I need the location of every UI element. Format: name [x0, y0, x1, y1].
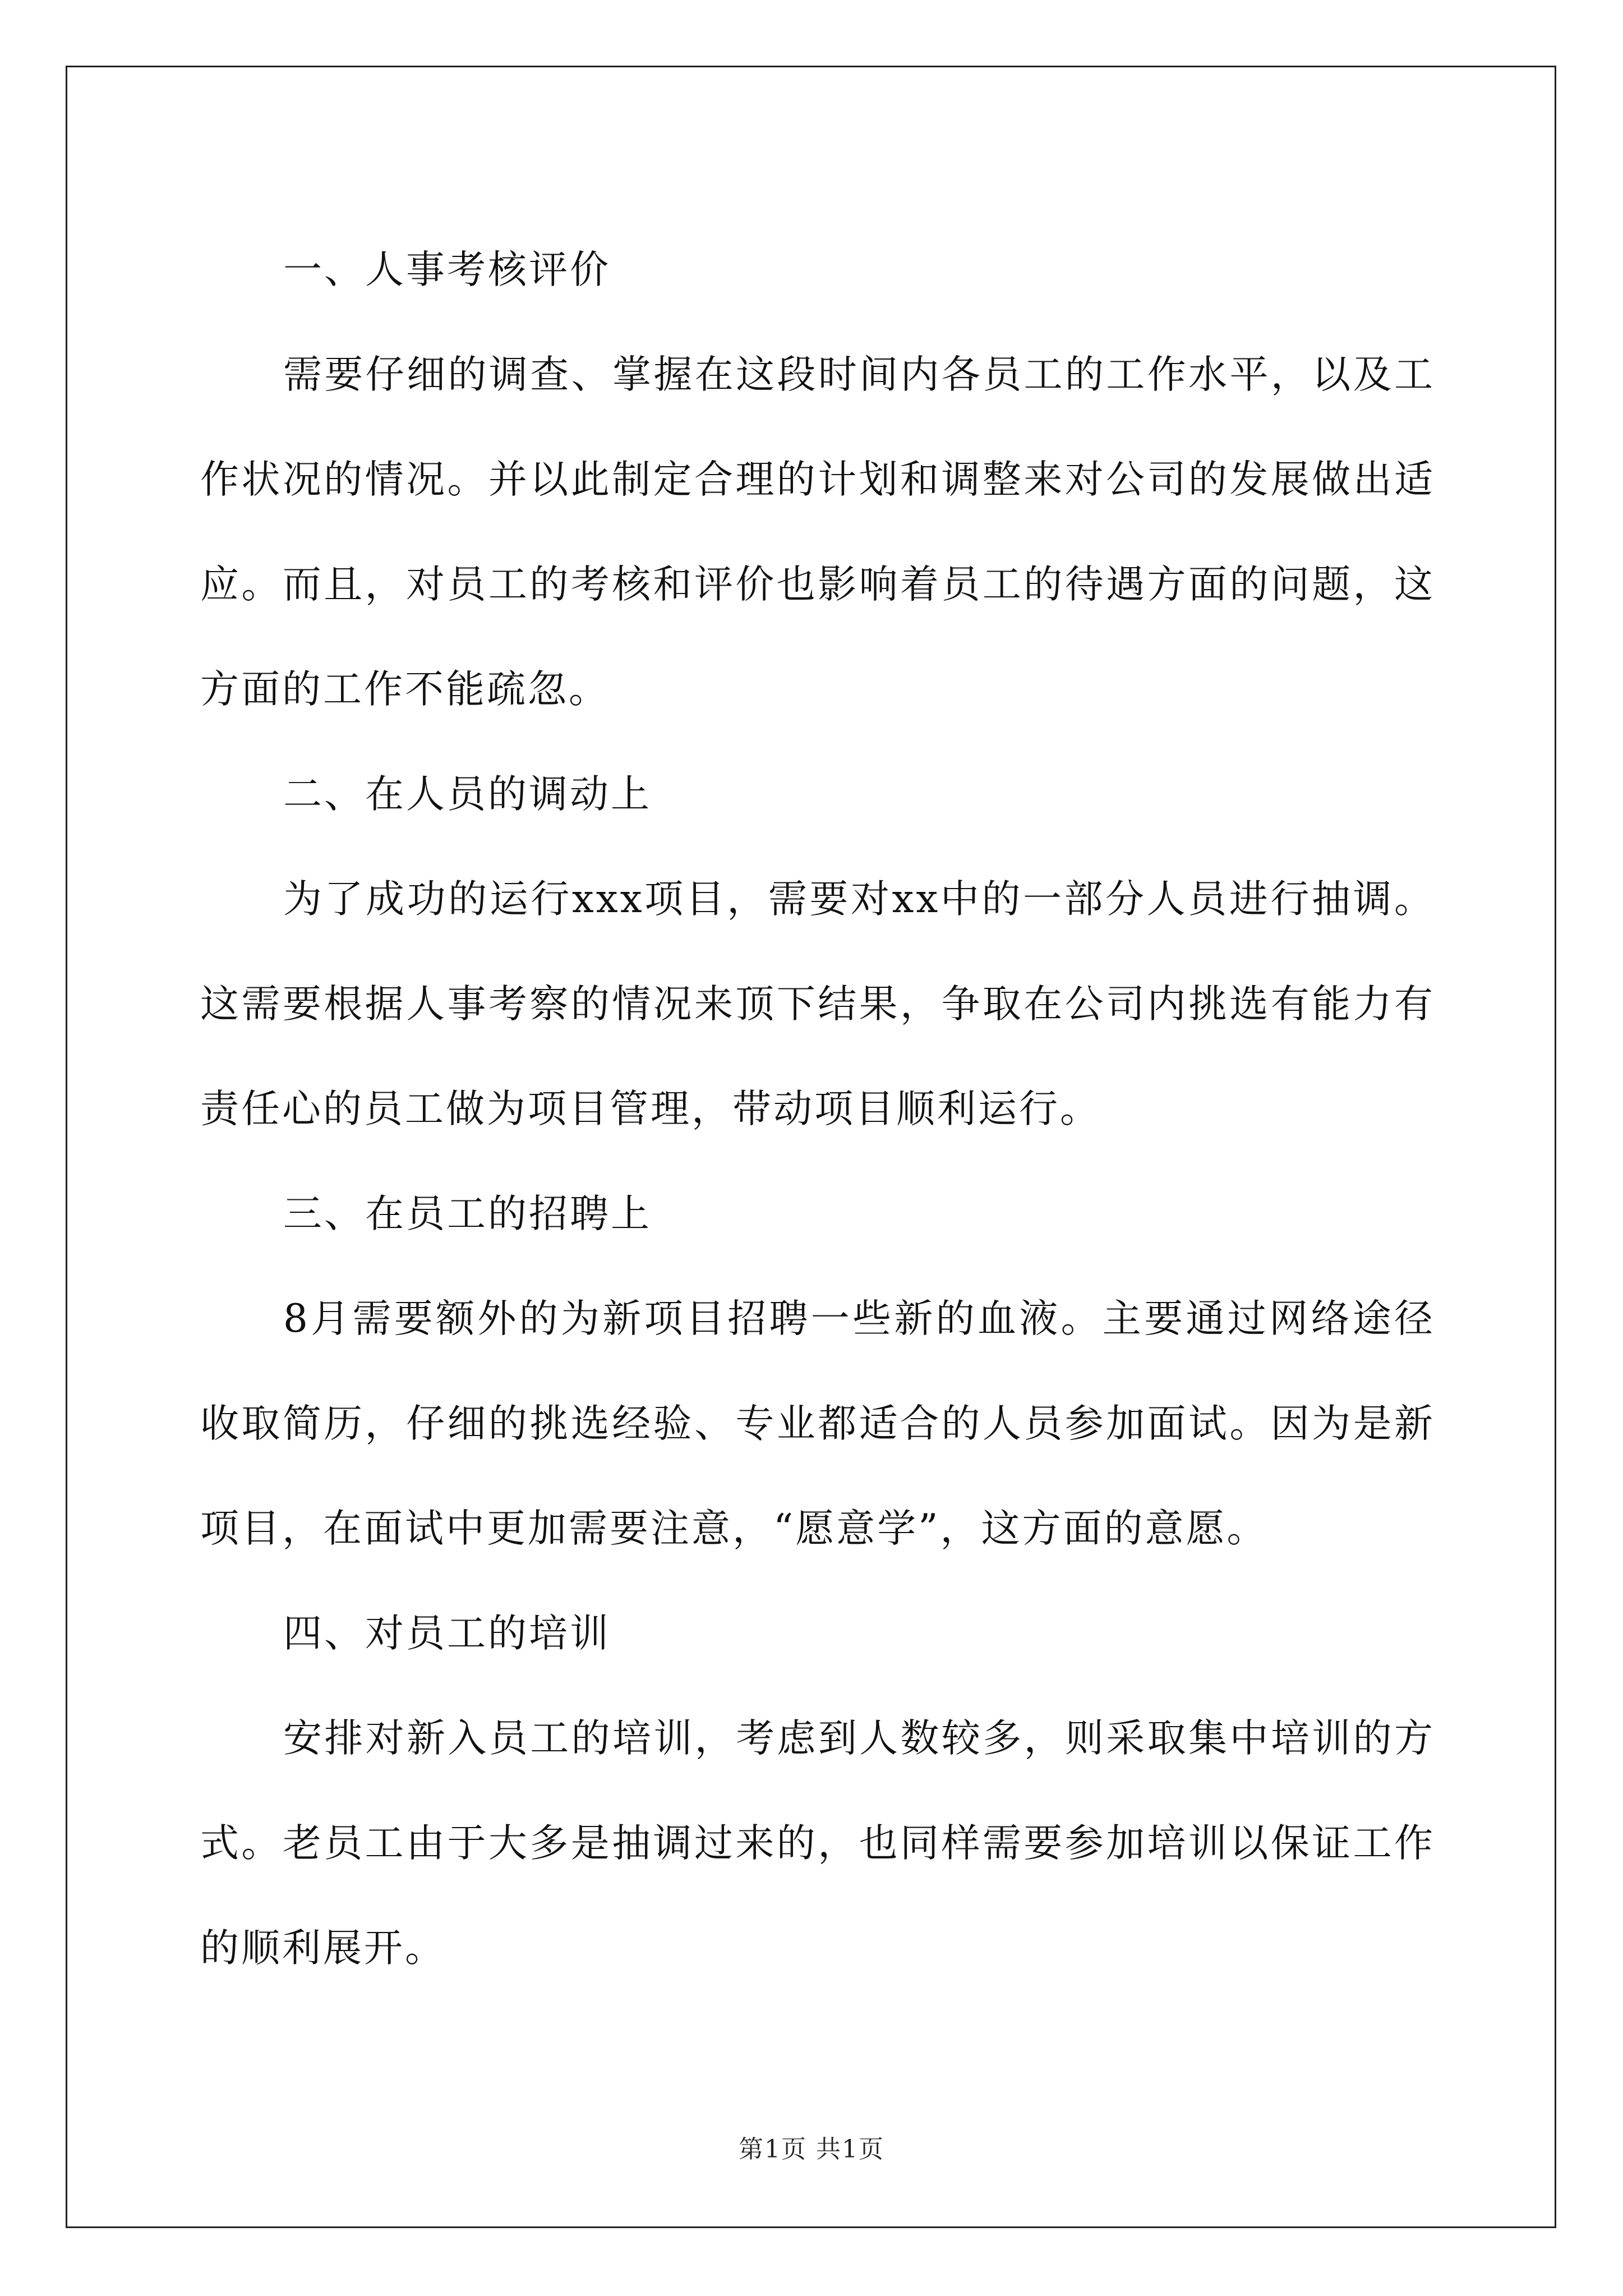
section-heading: 一、人事考核评价: [283, 247, 611, 292]
document-body: [200, 218, 1435, 2001]
section-heading: 四、对员工的培训: [283, 1611, 611, 1656]
section-heading: 三、在员工的招聘上: [283, 1191, 652, 1236]
section-paragraph: 安排对新入员工的培训，考虑到人数较多，则采取集中培训的方式。老员工由于大多是抽调过来的，也同样需要参加培训以保证工作的顺利展开。: [200, 1716, 1435, 1971]
section-paragraph: 需要仔细的调查、掌握在这段时间内各员工的工作水平，以及工作状况的情况。并以此制定合理的计划和调整来对公司的发展做出适应。而且，对员工的考核和评价也影响着员工的待遇方面的问题，这方面的工作不能疏忽。: [200, 352, 1435, 712]
section-paragraph: 8月需要额外的为新项目招聘一些新的血液。主要通过网络途径收取简历，仔细的挑选经验、专业都适合的人员参加面试。因为是新项目，在面试中更加需要注意，“愿意学”，这方面的意愿。: [200, 1296, 1435, 1551]
section-paragraph: 为了成功的运行xxx项目，需要对xx中的一部分人员进行抽调。这需要根据人事考察的情况来顶下结果，争取在公司内挑选有能力有责任心的员工做为项目管理，带动项目顺利运行。: [200, 877, 1435, 1131]
section-heading: 二、在人员的调动上: [283, 772, 652, 817]
page-footer: 第1页 共1页: [739, 2135, 884, 2164]
